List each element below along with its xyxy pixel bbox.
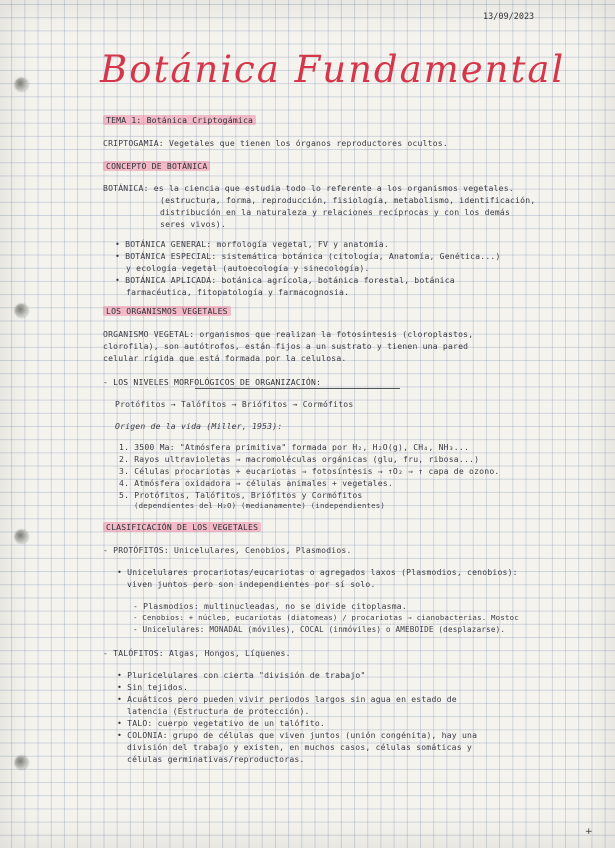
text-line: celular rígida que está formada por la celulosa. <box>103 353 347 363</box>
section-heading: CONCEPTO DE BOTÁNICA <box>103 161 210 171</box>
text-line: CRIPTOGAMIA: Vegetales que tienen los órganos reproductores ocultos. <box>103 138 448 148</box>
text-line: - TALÓFITOS: Algas, Hongos, Líquenes. <box>103 648 291 658</box>
list-item: - Cenobios: + núcleo, eucariotas (diatomeas) / procariotas ⇒ cianobacterias. Mostoc <box>133 613 519 622</box>
list-item: latencia (Estructura de protección). <box>127 706 310 716</box>
list-item: • Sin tejidos. <box>117 682 189 692</box>
text-line: BOTÁNICA: es la ciencia que estudia todo lo referente a los organismos vegetales. <box>103 183 514 193</box>
topic-heading: TEMA 1: Botánica Criptogámica <box>103 115 256 125</box>
text-line: distribución en la naturaleza y relaciones recíprocas y con los demás <box>160 207 511 217</box>
list-item: • BOTÁNICA APLICADA: botánica agrícola, botánica forestal, botánica <box>115 275 455 285</box>
list-item: 2. Rayos ultravioletas ⇒ macromoléculas orgánicas (glu, fru, ribosa...) <box>119 454 480 464</box>
date: 13/09/2023 <box>483 12 535 22</box>
list-item: viven juntos pero son independientes por sí solo. <box>127 579 376 589</box>
list-item: farmacéutica, fitopatología y farmacognosia. <box>126 287 350 297</box>
subsection-heading: - LOS NIVELES MORFOLÓGICOS DE ORGANIZACIÓN: <box>103 377 322 387</box>
list-item: • BOTÁNICA GENERAL: morfología vegetal, FV y anatomía. <box>115 239 389 249</box>
list-item: y ecología vegetal (autoecología y sinecología). <box>126 263 370 273</box>
end-mark: + <box>585 827 593 837</box>
list-item: 5. Protófitos, Talófitos, Briófitos y Cormófitos <box>119 490 363 500</box>
list-item: • Acuáticos pero pueden vivir periodos largos sin agua en estado de <box>117 694 457 704</box>
list-item: división del trabajo y existen, en muchos casos, células somáticas y <box>127 742 472 752</box>
list-item: • TALO: cuerpo vegetativo de un talófito. <box>117 718 325 728</box>
section-heading: CLASIFICACIÓN DE LOS VEGETALES <box>103 522 261 532</box>
list-item: • COLONIA: grupo de células que viven juntos (unión congénita), hay una <box>117 730 478 740</box>
section-heading: LOS ORGANISMOS VEGETALES <box>103 306 231 316</box>
list-item: • Pluricelulares con cierta "división de trabajo" <box>117 670 366 680</box>
list-item: • Unicelulares procariotas/eucariotas o agregados laxos (Plasmodios, cenobios): <box>117 567 518 577</box>
underline <box>195 388 400 389</box>
list-item: - Plasmodios: multinucleadas, no se divide citoplasma. <box>133 601 407 611</box>
list-item: 4. Atmósfera oxidadora ⇒ células animales + vegetales. <box>119 478 393 488</box>
binder-hole <box>15 304 28 317</box>
binder-hole <box>15 756 28 769</box>
list-item: • BOTÁNICA ESPECIAL: sistemática botánica (citología, Anatomía, Genética...) <box>115 251 501 261</box>
text-line: (estructura, forma, reproducción, fisiología, metabolismo, identificación, <box>160 195 536 205</box>
text-line: (dependientes del H₂O) (medianamente) (independientes) <box>134 501 386 510</box>
text-line: ORGANISMO VEGETAL: organismos que realizan la fotosíntesis (cloroplastos, <box>103 329 474 339</box>
binder-hole <box>15 78 28 91</box>
list-item: 1. 3500 Ma: "Atmósfera primitiva" formada por H₂, H₂O(g), CH₄, NH₃... <box>119 442 470 452</box>
text-line: Protófitos → Talófitos → Briófitos → Cormófitos <box>115 399 354 409</box>
list-item: 3. Células procariotas + eucariotas ⇒ fotosíntesis ⇒ ↑O₂ ⇒ ↑ capa de ozono. <box>119 466 500 476</box>
binder-hole <box>15 530 28 543</box>
text-line: clorofila), son autótrofos, están fijos a un sustrato y tienen una pared <box>103 341 469 351</box>
page-title: Botánica Fundamental <box>100 48 566 91</box>
text-line: - PROTÓFITOS: Unicelulares, Cenobios, Plasmodios. <box>103 545 352 555</box>
text-line: seres vivos). <box>160 219 226 229</box>
text-line: Origen de la vida (Miller, 1953): <box>115 421 283 431</box>
list-item: - Unicelulares: MONADAL (móviles), COCAL (inmóviles) o AMEBOIDE (desplazarse). <box>133 625 506 634</box>
list-item: células germinativas/reproductoras. <box>127 754 305 764</box>
